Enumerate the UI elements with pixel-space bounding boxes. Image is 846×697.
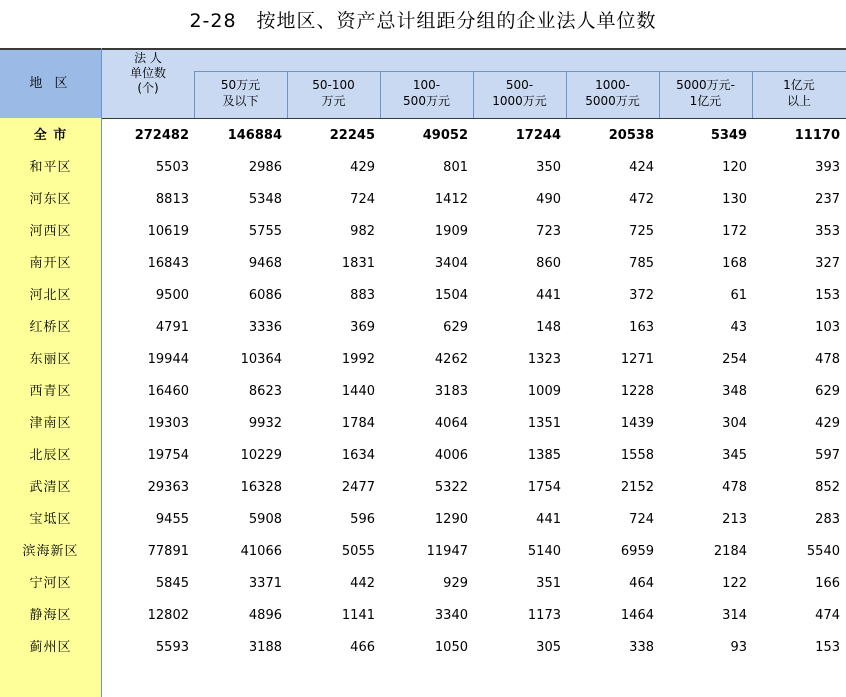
value-cell: 338 bbox=[629, 640, 654, 655]
value-cell: 348 bbox=[722, 384, 747, 399]
value-cell: 2152 bbox=[620, 480, 654, 495]
value-cell: 596 bbox=[350, 512, 375, 527]
value-cell: 350 bbox=[536, 160, 561, 175]
value-cell: 725 bbox=[629, 224, 654, 239]
region-name: 滨海新区 bbox=[22, 544, 79, 559]
region-name: 河东区 bbox=[29, 192, 72, 207]
value-cell: 1464 bbox=[620, 608, 654, 623]
value-cell: 4791 bbox=[155, 320, 189, 335]
table-row bbox=[0, 376, 846, 408]
value-cell: 5755 bbox=[248, 224, 282, 239]
header-group-1: 50万元 及以下 bbox=[220, 78, 261, 108]
value-cell: 785 bbox=[629, 256, 654, 271]
value-cell: 929 bbox=[443, 576, 468, 591]
value-cell: 369 bbox=[350, 320, 375, 335]
value-cell: 4006 bbox=[434, 448, 468, 463]
value-cell: 3404 bbox=[434, 256, 468, 271]
value-cell: 1050 bbox=[434, 640, 468, 655]
value-cell: 351 bbox=[536, 576, 561, 591]
value-cell: 429 bbox=[815, 416, 840, 431]
value-cell: 9932 bbox=[248, 416, 282, 431]
value-cell: 20538 bbox=[608, 128, 654, 143]
table-row bbox=[0, 248, 846, 280]
value-cell: 2477 bbox=[341, 480, 375, 495]
value-cell: 103 bbox=[815, 320, 840, 335]
value-cell: 12802 bbox=[147, 608, 189, 623]
value-cell: 4896 bbox=[248, 608, 282, 623]
value-cell: 1784 bbox=[341, 416, 375, 431]
header-group-7: 1亿元 以上 bbox=[783, 78, 815, 108]
value-cell: 1439 bbox=[620, 416, 654, 431]
table-row bbox=[0, 568, 846, 600]
region-name: 河西区 bbox=[29, 224, 72, 239]
value-cell: 1440 bbox=[341, 384, 375, 399]
value-cell: 9468 bbox=[248, 256, 282, 271]
value-cell: 3336 bbox=[248, 320, 282, 335]
value-cell: 2184 bbox=[713, 544, 747, 559]
value-cell: 424 bbox=[629, 160, 654, 175]
value-cell: 393 bbox=[815, 160, 840, 175]
value-cell: 442 bbox=[350, 576, 375, 591]
header-total-line1: 法 人 bbox=[134, 51, 162, 65]
value-cell: 5348 bbox=[248, 192, 282, 207]
value-cell: 9455 bbox=[155, 512, 189, 527]
value-cell: 10364 bbox=[240, 352, 282, 367]
value-cell: 16328 bbox=[240, 480, 282, 495]
region-name: 西青区 bbox=[29, 384, 72, 399]
value-cell: 19303 bbox=[147, 416, 189, 431]
value-cell: 490 bbox=[536, 192, 561, 207]
value-cell: 153 bbox=[815, 288, 840, 303]
table-row bbox=[0, 344, 846, 376]
value-cell: 1558 bbox=[620, 448, 654, 463]
table-row bbox=[0, 472, 846, 504]
value-cell: 1323 bbox=[527, 352, 561, 367]
value-cell: 2986 bbox=[248, 160, 282, 175]
value-cell: 5055 bbox=[341, 544, 375, 559]
table-row bbox=[0, 408, 846, 440]
value-cell: 474 bbox=[815, 608, 840, 623]
value-cell: 41066 bbox=[240, 544, 282, 559]
value-cell: 1173 bbox=[527, 608, 561, 623]
header-group-4: 500- 1000万元 bbox=[492, 78, 547, 108]
header-group-2: 50-100 万元 bbox=[312, 78, 355, 108]
value-cell: 5540 bbox=[806, 544, 840, 559]
value-cell: 1909 bbox=[434, 224, 468, 239]
region-name: 武清区 bbox=[29, 480, 72, 495]
value-cell: 1412 bbox=[434, 192, 468, 207]
value-cell: 5140 bbox=[527, 544, 561, 559]
value-cell: 43 bbox=[730, 320, 747, 335]
value-cell: 11170 bbox=[794, 128, 840, 143]
value-cell: 9500 bbox=[155, 288, 189, 303]
value-cell: 982 bbox=[350, 224, 375, 239]
value-cell: 16843 bbox=[147, 256, 189, 271]
value-cell: 6959 bbox=[620, 544, 654, 559]
value-cell: 305 bbox=[536, 640, 561, 655]
value-cell: 5908 bbox=[248, 512, 282, 527]
value-cell: 272482 bbox=[134, 128, 189, 143]
value-cell: 353 bbox=[815, 224, 840, 239]
value-cell: 5322 bbox=[434, 480, 468, 495]
value-cell: 441 bbox=[536, 512, 561, 527]
header-total-line2: 单位数 bbox=[129, 66, 166, 80]
table-row bbox=[0, 632, 846, 664]
value-cell: 17244 bbox=[515, 128, 561, 143]
region-name: 和平区 bbox=[29, 160, 72, 175]
value-cell: 597 bbox=[815, 448, 840, 463]
value-cell: 1831 bbox=[341, 256, 375, 271]
value-cell: 4064 bbox=[434, 416, 468, 431]
value-cell: 19754 bbox=[147, 448, 189, 463]
table-row bbox=[0, 184, 846, 216]
value-cell: 1141 bbox=[341, 608, 375, 623]
value-cell: 8623 bbox=[248, 384, 282, 399]
value-cell: 429 bbox=[350, 160, 375, 175]
value-cell: 1271 bbox=[620, 352, 654, 367]
value-cell: 237 bbox=[815, 192, 840, 207]
value-cell: 168 bbox=[722, 256, 747, 271]
value-cell: 49052 bbox=[422, 128, 468, 143]
value-cell: 1228 bbox=[620, 384, 654, 399]
value-cell: 163 bbox=[629, 320, 654, 335]
value-cell: 1634 bbox=[341, 448, 375, 463]
value-cell: 304 bbox=[722, 416, 747, 431]
table-row bbox=[0, 152, 846, 184]
value-cell: 883 bbox=[350, 288, 375, 303]
value-cell: 29363 bbox=[147, 480, 189, 495]
header-total bbox=[102, 51, 194, 96]
table-row bbox=[0, 536, 846, 568]
value-cell: 464 bbox=[629, 576, 654, 591]
value-cell: 852 bbox=[815, 480, 840, 495]
region-name: 宝坻区 bbox=[29, 512, 72, 527]
value-cell: 16460 bbox=[147, 384, 189, 399]
region-name: 静海区 bbox=[29, 608, 72, 623]
table-row-total bbox=[0, 120, 846, 152]
region-name: 北辰区 bbox=[29, 448, 72, 463]
value-cell: 3371 bbox=[248, 576, 282, 591]
region-name: 东丽区 bbox=[29, 352, 72, 367]
value-cell: 283 bbox=[815, 512, 840, 527]
header-group-5: 1000- 5000万元 bbox=[585, 78, 640, 108]
value-cell: 166 bbox=[815, 576, 840, 591]
value-cell: 11947 bbox=[426, 544, 468, 559]
value-cell: 8813 bbox=[155, 192, 189, 207]
value-cell: 1992 bbox=[341, 352, 375, 367]
table-row bbox=[0, 504, 846, 536]
value-cell: 724 bbox=[629, 512, 654, 527]
value-cell: 1754 bbox=[527, 480, 561, 495]
value-cell: 372 bbox=[629, 288, 654, 303]
value-cell: 122 bbox=[722, 576, 747, 591]
value-cell: 724 bbox=[350, 192, 375, 207]
value-cell: 466 bbox=[350, 640, 375, 655]
value-cell: 148 bbox=[536, 320, 561, 335]
value-cell: 1385 bbox=[527, 448, 561, 463]
value-cell: 801 bbox=[443, 160, 468, 175]
value-cell: 10229 bbox=[240, 448, 282, 463]
region-name: 全 市 bbox=[33, 128, 68, 143]
value-cell: 5845 bbox=[155, 576, 189, 591]
value-cell: 1351 bbox=[527, 416, 561, 431]
value-cell: 146884 bbox=[227, 128, 282, 143]
value-cell: 3183 bbox=[434, 384, 468, 399]
value-cell: 472 bbox=[629, 192, 654, 207]
value-cell: 4262 bbox=[434, 352, 468, 367]
value-cell: 629 bbox=[443, 320, 468, 335]
table-row bbox=[0, 312, 846, 344]
header-group-6: 5000万元- 1亿元 bbox=[676, 78, 735, 108]
value-cell: 10619 bbox=[147, 224, 189, 239]
header-region: 地 区 bbox=[29, 76, 72, 91]
value-cell: 213 bbox=[722, 512, 747, 527]
header-group-3: 100- 500万元 bbox=[403, 78, 450, 108]
value-cell: 22245 bbox=[329, 128, 375, 143]
value-cell: 6086 bbox=[248, 288, 282, 303]
header-subdivider bbox=[194, 71, 846, 72]
value-cell: 130 bbox=[722, 192, 747, 207]
table-row bbox=[0, 440, 846, 472]
value-cell: 172 bbox=[722, 224, 747, 239]
value-cell: 3188 bbox=[248, 640, 282, 655]
value-cell: 1009 bbox=[527, 384, 561, 399]
region-name: 津南区 bbox=[29, 416, 72, 431]
value-cell: 19944 bbox=[147, 352, 189, 367]
value-cell: 478 bbox=[815, 352, 840, 367]
value-cell: 860 bbox=[536, 256, 561, 271]
value-cell: 93 bbox=[730, 640, 747, 655]
region-name: 南开区 bbox=[29, 256, 72, 271]
value-cell: 254 bbox=[722, 352, 747, 367]
region-name: 红桥区 bbox=[29, 320, 72, 335]
value-cell: 153 bbox=[815, 640, 840, 655]
value-cell: 5503 bbox=[155, 160, 189, 175]
value-cell: 1290 bbox=[434, 512, 468, 527]
value-cell: 327 bbox=[815, 256, 840, 271]
value-cell: 1504 bbox=[434, 288, 468, 303]
value-cell: 723 bbox=[536, 224, 561, 239]
table-row bbox=[0, 600, 846, 632]
value-cell: 314 bbox=[722, 608, 747, 623]
header-total-line3: (个) bbox=[137, 81, 159, 95]
table-title: 2-28 按地区、资产总计组距分组的企业法人单位数 bbox=[189, 10, 657, 32]
value-cell: 61 bbox=[730, 288, 747, 303]
value-cell: 120 bbox=[722, 160, 747, 175]
value-cell: 441 bbox=[536, 288, 561, 303]
region-name: 蓟州区 bbox=[29, 640, 72, 655]
table-row bbox=[0, 280, 846, 312]
value-cell: 5349 bbox=[710, 128, 747, 143]
table-row bbox=[0, 216, 846, 248]
region-name: 宁河区 bbox=[29, 576, 72, 591]
region-name: 河北区 bbox=[29, 288, 72, 303]
value-cell: 77891 bbox=[147, 544, 189, 559]
value-cell: 5593 bbox=[155, 640, 189, 655]
data-table bbox=[0, 48, 846, 697]
value-cell: 629 bbox=[815, 384, 840, 399]
value-cell: 345 bbox=[722, 448, 747, 463]
value-cell: 3340 bbox=[434, 608, 468, 623]
value-cell: 478 bbox=[722, 480, 747, 495]
